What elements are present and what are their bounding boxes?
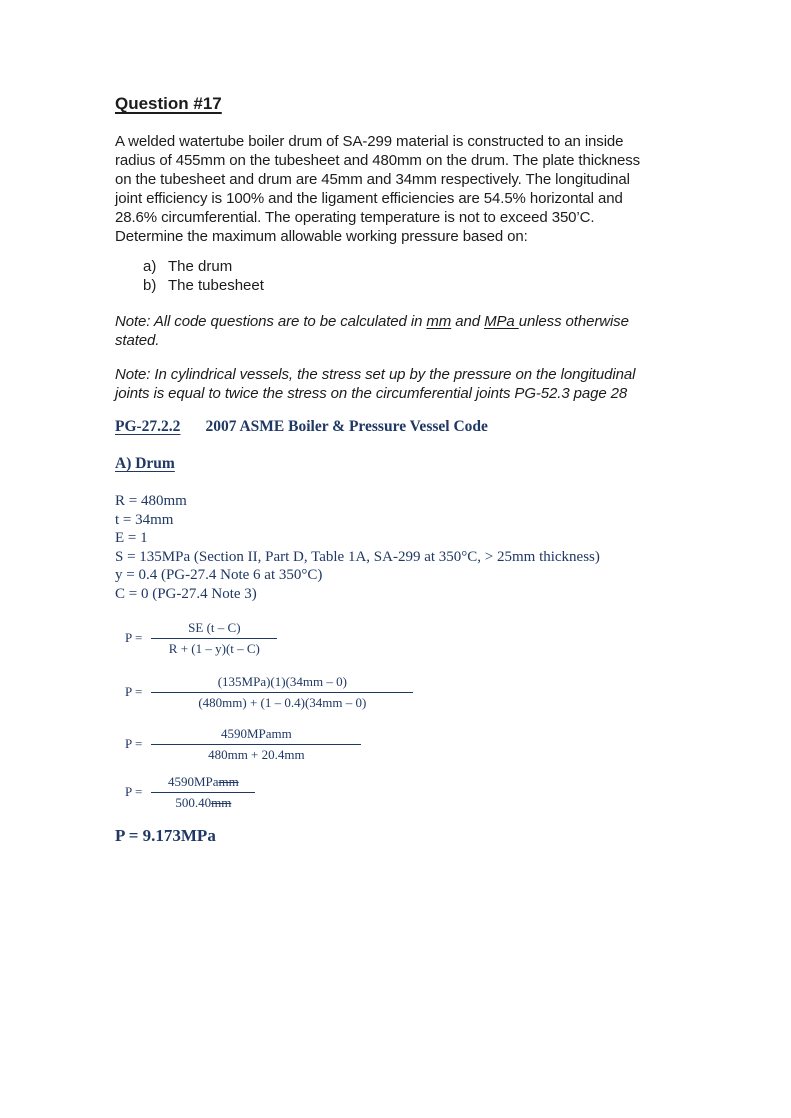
given-line: S = 135MPa (Section II, Part D, Table 1A, SA-299 at 350°C, > 25mm thickness) <box>115 548 600 565</box>
equation-simplified <box>125 726 721 763</box>
given-line: y = 0.4 (PG-27.4 Note 6 at 350°C) <box>115 567 323 584</box>
note-cylindrical-vessels <box>115 365 721 403</box>
fraction-denominator: (480mm) + (1 – 0.4)(34mm – 0) <box>198 694 367 710</box>
equation-symbolic <box>125 620 721 657</box>
intro-line: Determine the maximum allowable working pressure based on: <box>115 228 528 245</box>
fraction-numerator: SE (t – C) <box>151 620 277 639</box>
given-line: C = 0 (PG-27.4 Note 3) <box>115 585 257 602</box>
document-page <box>0 94 791 846</box>
list-item-text: The drum <box>168 258 233 275</box>
fraction-denominator: R + (1 – y)(t – C) <box>168 640 260 656</box>
fraction-denominator: 500.40mm <box>175 794 232 810</box>
equation-lhs: P = <box>125 784 143 800</box>
answer-options-list <box>115 258 721 295</box>
intro-line: radius of 455mm on the tubesheet and 480mm on the drum. The plate thickness <box>115 152 641 169</box>
note-units <box>115 312 721 350</box>
note-vessels-line: Note: In cylindrical vessels, the stress set up by the pressure on the longitudinal <box>115 366 636 383</box>
list-item-text: The tubesheet <box>168 276 264 294</box>
fraction-numerator: 4590MPamm <box>151 726 361 745</box>
equation-lhs: P = <box>125 630 143 646</box>
fraction-numerator: 4590MPamm <box>151 774 255 793</box>
given-line: E = 1 <box>115 530 148 547</box>
list-item-marker: a) <box>143 258 157 275</box>
given-line: R = 480mm <box>115 493 187 509</box>
note-vessels-line: joints is equal to twice the stress on the circumferential joints PG-52.3 page 28 <box>115 385 628 402</box>
underlined-mm: mm <box>426 313 452 330</box>
intro-line: on the tubesheet and drum are 45mm and 34mm respectively. The longitudinal <box>115 171 630 188</box>
struck-unit-mm: mm <box>211 794 232 810</box>
final-answer: P = 9.173MPa <box>115 825 216 845</box>
given-line: t = 34mm <box>115 511 174 528</box>
list-item-marker: b) <box>143 276 157 294</box>
equation-lhs: P = <box>125 684 143 700</box>
code-reference-heading <box>115 418 721 435</box>
question-intro-paragraph <box>115 132 721 246</box>
note-units-line2: stated. <box>115 332 160 349</box>
part-a-heading: A) Drum <box>115 455 175 472</box>
intro-line: 28.6% circumferential. The operating temperature is not to exceed 350’C. <box>115 209 595 226</box>
question-title: Question #17 <box>115 94 222 113</box>
code-section-number: PG-27.2.2 <box>115 418 181 435</box>
equation-units-cancelled <box>125 774 721 811</box>
equation-lhs: P = <box>125 736 143 752</box>
given-variables-block <box>115 492 721 604</box>
equation-substituted <box>125 674 721 711</box>
list-item <box>143 277 721 296</box>
fraction-numerator: (135MPa)(1)(34mm – 0) <box>151 674 413 693</box>
code-title: 2007 ASME Boiler & Pressure Vessel Code <box>205 418 488 435</box>
note-units-line1: Note: All code questions are to be calculated in mm and MPa unless otherwise <box>115 313 629 330</box>
fraction <box>151 774 255 811</box>
fraction <box>151 674 413 711</box>
intro-line: joint efficiency is 100% and the ligament efficiencies are 54.5% horizontal and <box>115 190 623 207</box>
list-item <box>143 258 721 277</box>
intro-line: A welded watertube boiler drum of SA-299 material is constructed to an inside <box>115 133 624 150</box>
fraction <box>151 726 361 763</box>
struck-unit-mm: mm <box>218 773 239 789</box>
fraction <box>151 620 277 657</box>
fraction-denominator: 480mm + 20.4mm <box>208 746 305 762</box>
underlined-mpa: MPa <box>484 313 519 330</box>
